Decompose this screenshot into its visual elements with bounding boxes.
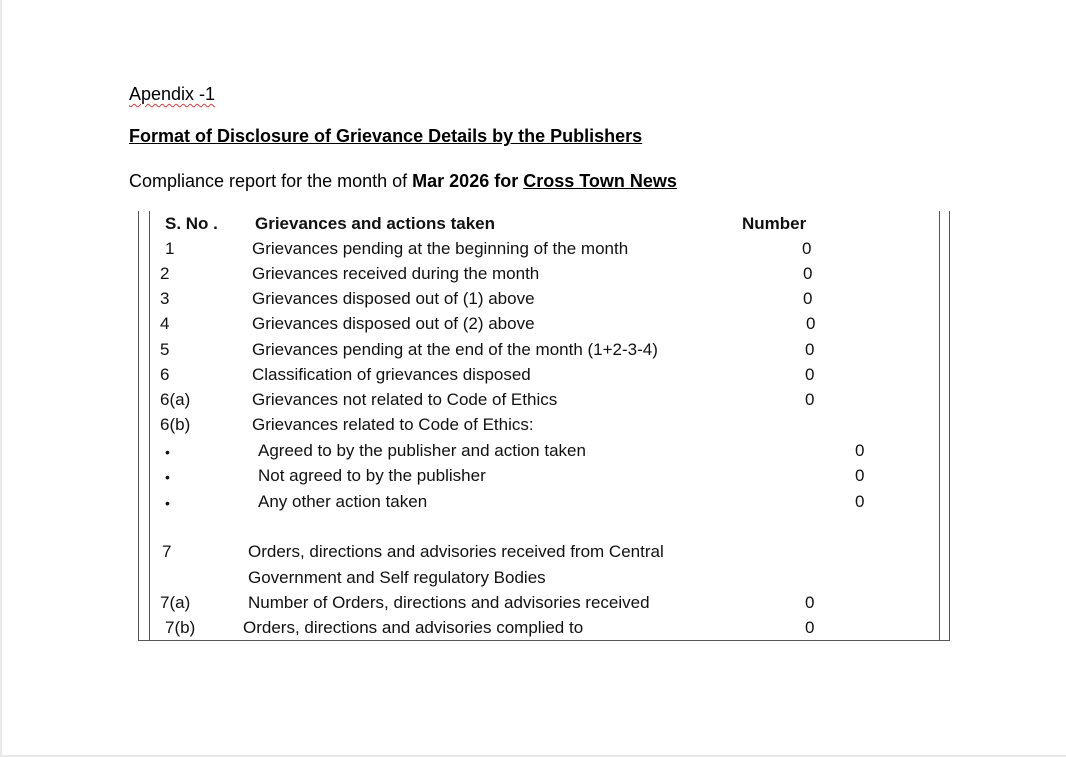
row-4-desc: Grievances disposed out of (2) above: [252, 314, 535, 333]
row-7a-number: 0: [805, 593, 815, 612]
row-7-desc-cont: Government and Self regulatory Bodies: [248, 568, 546, 587]
row-7b-number: 0: [805, 618, 815, 637]
row-6b-desc: Grievances related to Code of Ethics:: [252, 415, 534, 434]
table-border-left-outer: [138, 211, 139, 641]
grievance-table: [138, 211, 952, 641]
table-border-right-outer: [949, 211, 950, 641]
row-bullet-2-marker: •: [165, 469, 170, 485]
row-6-number: 0: [805, 365, 815, 384]
header-sno: S. No .: [165, 214, 218, 233]
row-7-sno: 7: [162, 542, 172, 561]
row-6-sno: 6: [160, 365, 170, 384]
row-bullet-1-marker: •: [165, 444, 170, 460]
row-bullet-3-number: 0: [855, 492, 865, 511]
header-number: Number: [742, 214, 807, 233]
row-6b-sno: 6(b): [160, 415, 191, 434]
row-7b-sno: 7(b): [165, 618, 196, 637]
row-7a-sno: 7(a): [160, 593, 191, 612]
row-1-sno: 1: [165, 239, 175, 258]
row-7-desc: Orders, directions and advisories received from Central: [248, 542, 664, 561]
row-6a-sno: 6(a): [160, 390, 191, 409]
row-5-number: 0: [805, 340, 815, 359]
row-5-desc: Grievances pending at the end of the month (1+2-3-4): [252, 340, 658, 359]
row-5-sno: 5: [160, 340, 170, 359]
table-border-bottom: [138, 640, 950, 641]
row-6a-desc: Grievances not related to Code of Ethics: [252, 390, 558, 409]
row-bullet-2-number: 0: [855, 466, 865, 485]
row-3-desc: Grievances disposed out of (1) above: [252, 289, 535, 308]
row-2-sno: 2: [160, 264, 170, 283]
row-bullet-2-desc: Not agreed to by the publisher: [258, 466, 486, 485]
header-grievances: Grievances and actions taken: [255, 214, 495, 233]
appendix-label: [129, 83, 215, 105]
row-1-number: 0: [802, 239, 812, 258]
row-1-desc: Grievances pending at the beginning of the month: [252, 239, 629, 258]
row-bullet-3-marker: •: [165, 495, 170, 511]
row-6a-number: 0: [805, 390, 815, 409]
row-4-number: 0: [806, 314, 816, 333]
compliance-month: Mar 2026: [412, 171, 490, 191]
row-7a-desc: Number of Orders, directions and advisories received: [248, 593, 650, 612]
row-bullet-3-desc: Any other action taken: [258, 492, 428, 511]
table-border-left-inner: [149, 211, 150, 641]
document-heading: Format of Disclosure of Grievance Details by the Publishers: [129, 126, 643, 146]
compliance-for: for: [494, 171, 519, 191]
compliance-prefix: Compliance report for the month of: [129, 171, 408, 191]
row-bullet-1-desc: Agreed to by the publisher and action taken: [258, 441, 586, 460]
row-2-number: 0: [803, 264, 813, 283]
compliance-line: [129, 170, 677, 192]
appendix-text: Apendix -1: [129, 84, 216, 104]
row-3-number: 0: [803, 289, 813, 308]
row-3-sno: 3: [160, 289, 170, 308]
row-6-desc: Classification of grievances disposed: [252, 365, 531, 384]
row-2-desc: Grievances received during the month: [252, 264, 540, 283]
table-border-right-inner: [939, 211, 940, 641]
row-4-sno: 4: [160, 314, 170, 333]
publisher-name: Cross Town News: [523, 171, 677, 191]
row-bullet-1-number: 0: [855, 441, 865, 460]
row-7b-desc: Orders, directions and advisories complied to: [243, 618, 584, 637]
